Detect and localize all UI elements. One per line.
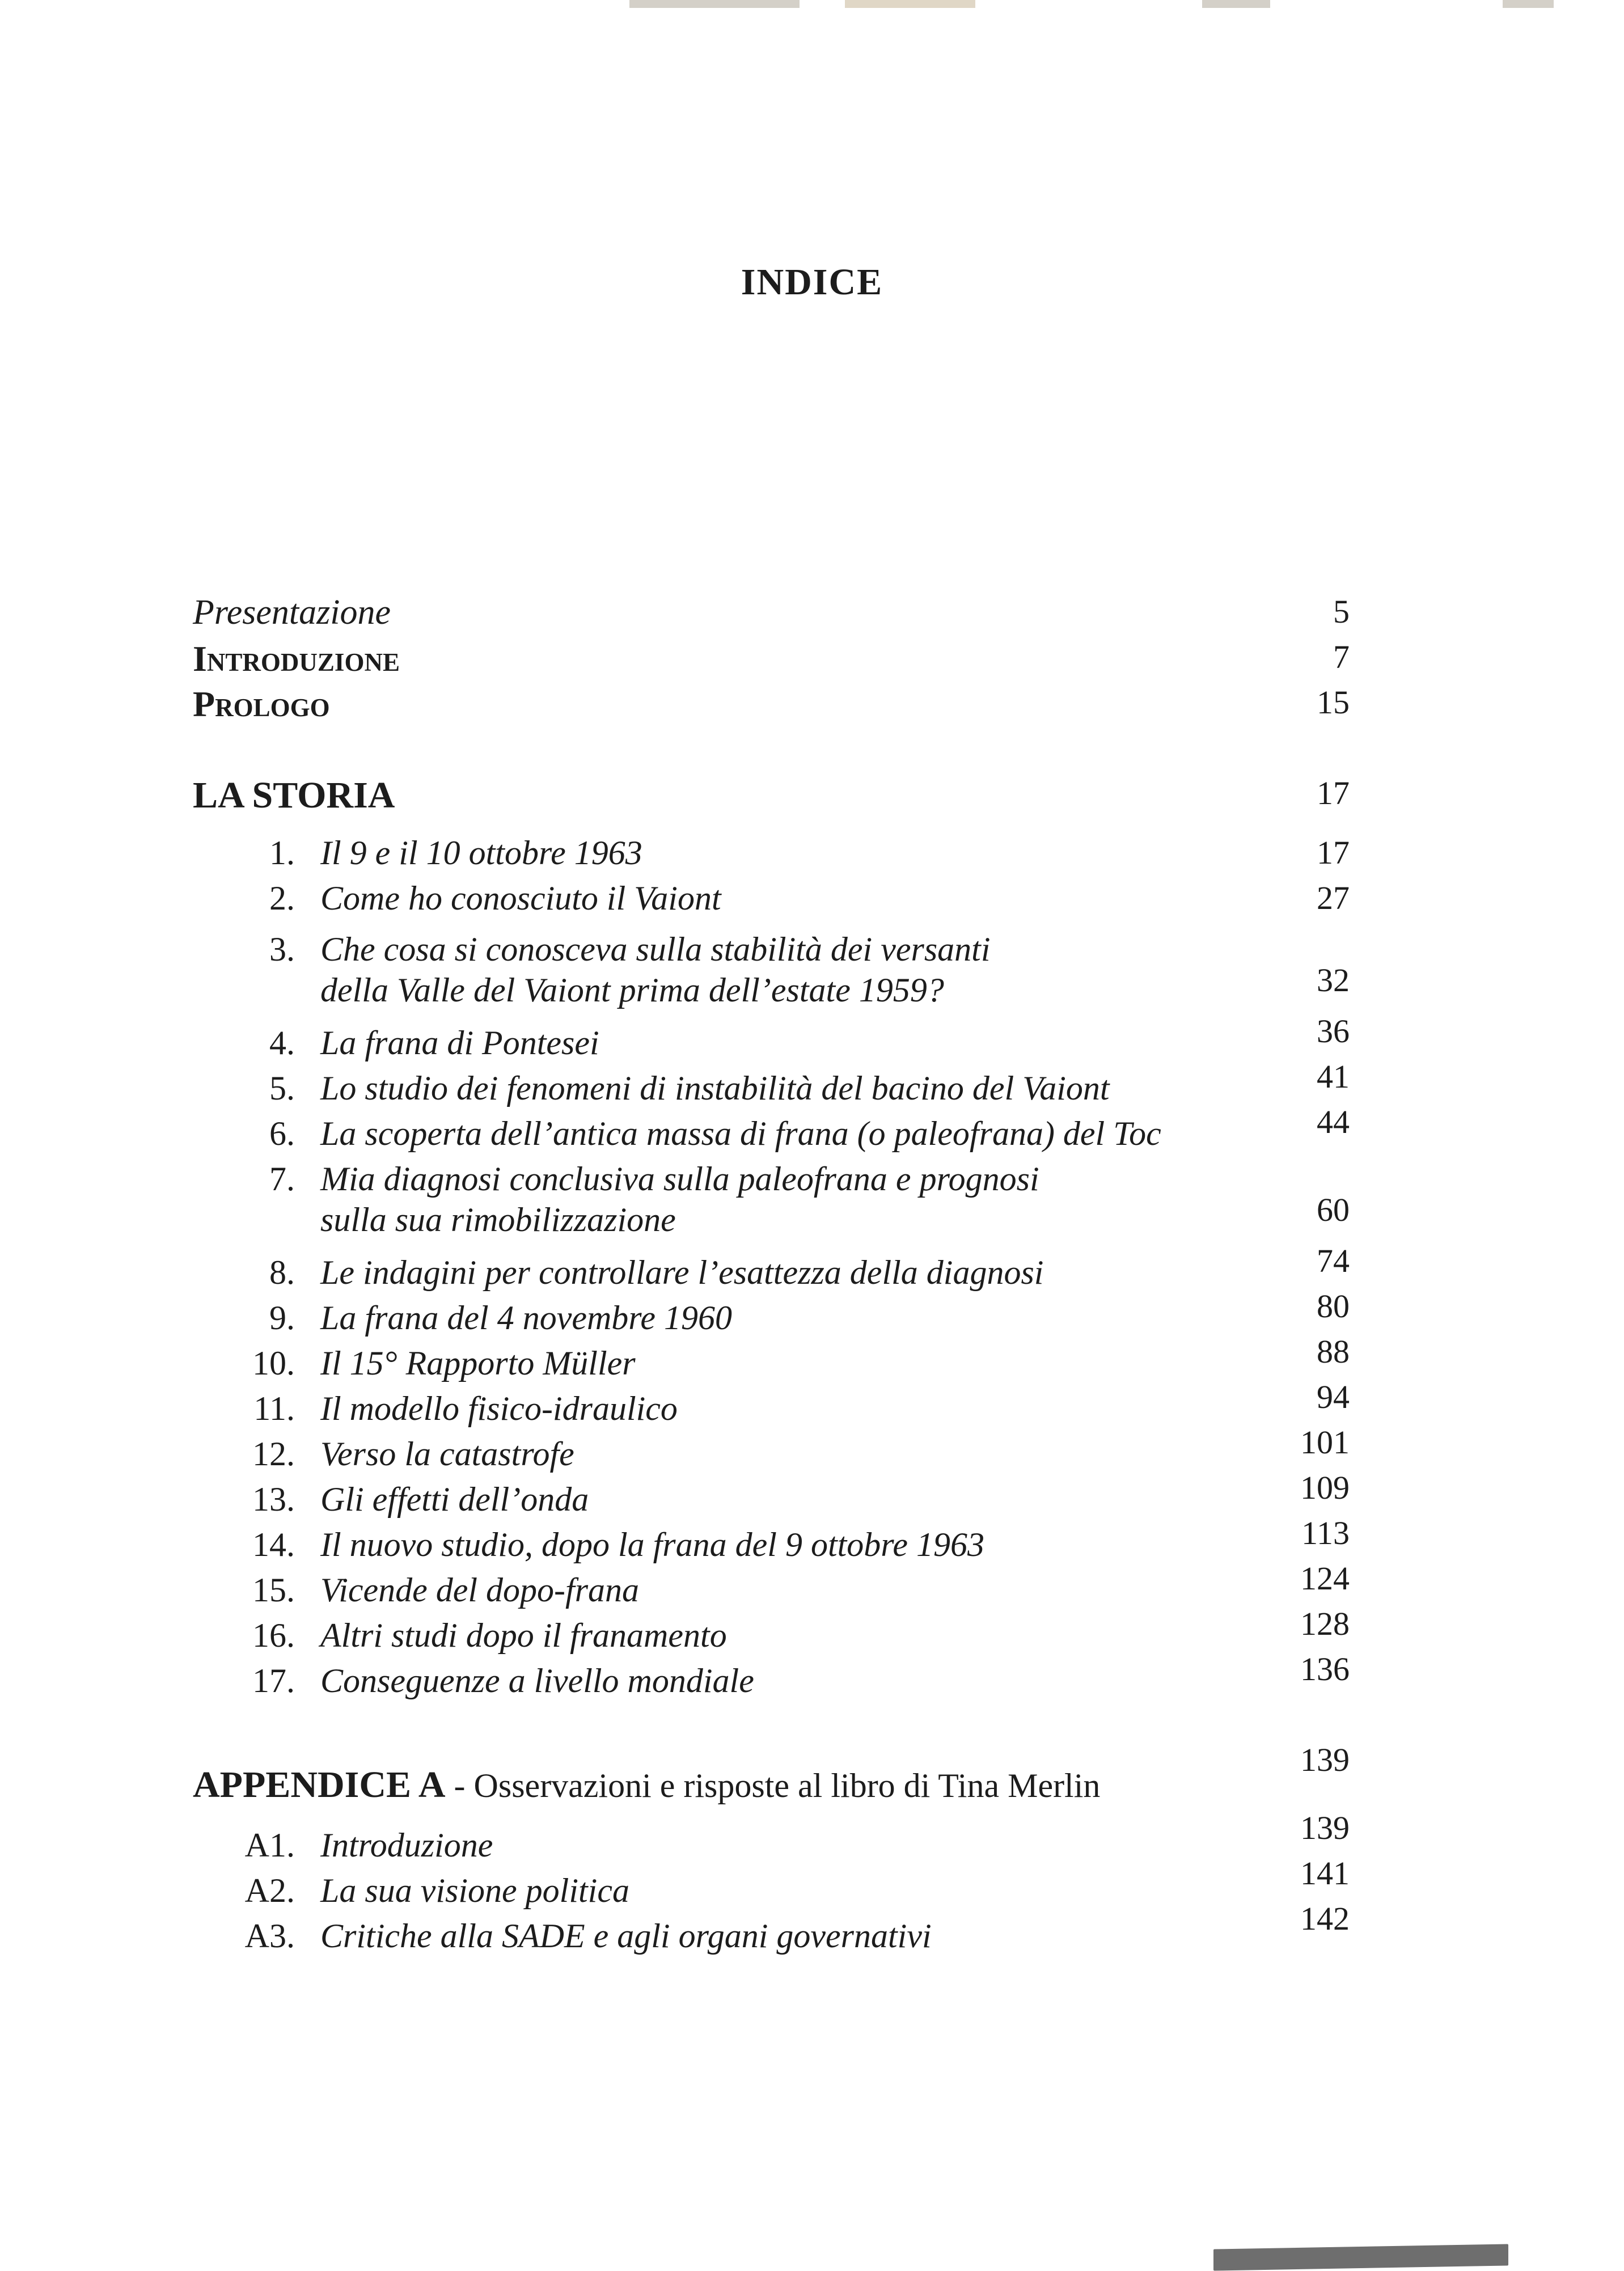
appendix-title: APPENDICE A: [193, 1764, 446, 1805]
toc-page-number: 109: [1300, 1469, 1350, 1506]
toc-chapter: [0, 1103, 1624, 1165]
toc-chapter: [0, 1288, 1624, 1350]
toc-page-number: 7: [1333, 638, 1350, 675]
chapter-number: 17.: [252, 1662, 295, 1699]
toc-page-number: 139: [1300, 1741, 1350, 1778]
toc-page-number: 17: [1317, 775, 1350, 811]
toc-chapter: [0, 1605, 1624, 1667]
chapter-number: 12.: [252, 1435, 295, 1473]
toc-page-number: 44: [1317, 1103, 1350, 1140]
toc-chapter: [0, 1242, 1624, 1304]
chapter-title: Le indagini per controllare l’esattezza della diagnosi: [320, 1254, 1044, 1291]
toc-entry-label: Introduzione: [193, 638, 400, 679]
chapter-number: 6.: [269, 1115, 295, 1152]
appendix-item-number: A2.: [244, 1872, 295, 1909]
toc-entry-label: Presentazione: [193, 593, 391, 632]
scan-artifact: [1213, 2244, 1508, 2270]
appendix-label: [193, 1763, 1100, 1807]
toc-chapter: [0, 834, 1624, 885]
page-title: INDICE: [741, 261, 883, 303]
chapter-title: Vicende del dopo-frana: [320, 1571, 640, 1609]
chapter-title: Verso la catastrofe: [320, 1435, 574, 1473]
toc-chapter: [0, 1515, 1624, 1576]
chapter-number: 16.: [252, 1617, 295, 1654]
toc-page-number: 32: [1317, 962, 1350, 999]
toc-appendix-item: [0, 1855, 1624, 1922]
toc-entry-introduzione: [0, 638, 1624, 689]
chapter-number: 3.: [269, 931, 295, 968]
chapter-title: Il modello fisico-idraulico: [320, 1390, 678, 1427]
toc-page-number: 27: [1317, 879, 1350, 916]
chapter-title: Lo studio dei fenomeni di instabilità del bacino del Vaiont: [320, 1069, 1110, 1107]
appendix-item-number: A1.: [244, 1826, 295, 1864]
appendix-subtitle: - Osservazioni e risposte al libro di Tina Merlin: [445, 1767, 1101, 1804]
chapter-title: Mia diagnosi conclusiva sulla paleofrana e prognosi: [320, 1160, 1039, 1198]
toc-page-number: 80: [1317, 1288, 1350, 1325]
toc-appendix-item: [0, 1809, 1624, 1877]
toc-page-number: 101: [1300, 1424, 1350, 1461]
toc-page-number: 15: [1317, 684, 1350, 721]
toc-appendix-heading: [0, 1741, 1624, 1815]
chapter-title: La frana di Pontesei: [320, 1024, 599, 1062]
chapter-number: 14.: [252, 1526, 295, 1563]
toc-chapter: [0, 1651, 1624, 1712]
toc-entry-prologo: [0, 683, 1624, 734]
chapter-number: 10.: [252, 1344, 295, 1382]
toc-page-number: 113: [1301, 1515, 1350, 1551]
chapter-title: Il 15° Rapporto Müller: [320, 1344, 636, 1382]
toc-chapter: [0, 1058, 1624, 1120]
chapter-title: Gli effetti dell’onda: [320, 1481, 589, 1518]
scan-artifact: [629, 0, 800, 8]
toc-chapter: [0, 1378, 1624, 1440]
toc-page-number: 142: [1300, 1900, 1350, 1937]
toc-chapter: [0, 1560, 1624, 1622]
chapter-number: 5.: [269, 1069, 295, 1107]
toc-chapter: [0, 1160, 1624, 1256]
toc-page-number: 74: [1317, 1242, 1350, 1279]
appendix-item-title: Introduzione: [320, 1826, 493, 1864]
toc-page-number: 128: [1300, 1605, 1350, 1642]
chapter-number: 11.: [253, 1390, 295, 1427]
toc-page-number: 88: [1317, 1333, 1350, 1370]
toc-chapter: [0, 1424, 1624, 1486]
toc-page-number: 124: [1300, 1560, 1350, 1597]
toc-appendix-item: [0, 1900, 1624, 1968]
chapter-title: Conseguenze a livello mondiale: [320, 1662, 754, 1699]
toc-chapter: [0, 1013, 1624, 1075]
chapter-title: Che cosa si conosceva sulla stabilità dei versanti: [320, 931, 991, 968]
toc-chapter: [0, 879, 1624, 930]
chapter-title: Come ho conosciuto il Vaiont: [320, 879, 721, 917]
chapter-title-continued: della Valle del Vaiont prima dell’estate 1959?: [320, 971, 944, 1009]
toc-chapter: [0, 1333, 1624, 1395]
toc-entry-label: Prologo: [193, 684, 330, 724]
chapter-title: Il 9 e il 10 ottobre 1963: [320, 834, 642, 872]
chapter-number: 4.: [269, 1024, 295, 1062]
toc-page-number: 5: [1333, 593, 1350, 630]
toc-page-number: 139: [1300, 1809, 1350, 1846]
chapter-number: 9.: [269, 1299, 295, 1337]
toc-page-number: 60: [1317, 1191, 1350, 1228]
appendix-item-number: A3.: [244, 1917, 295, 1955]
chapter-number: 13.: [252, 1481, 295, 1518]
chapter-number: 1.: [269, 834, 295, 872]
toc-part-label: LA STORIA: [193, 775, 395, 816]
chapter-number: 15.: [252, 1571, 295, 1609]
toc-page-number: 17: [1317, 834, 1350, 871]
chapter-number: 7.: [269, 1160, 295, 1198]
scan-artifact: [1202, 0, 1270, 8]
toc-page-number: 94: [1317, 1378, 1350, 1415]
appendix-item-title: Critiche alla SADE e agli organi governativi: [320, 1917, 932, 1955]
toc-part-heading: [0, 774, 1624, 825]
scan-artifact: [845, 0, 975, 8]
appendix-item-title: La sua visione politica: [320, 1872, 629, 1909]
toc-page-number: 136: [1300, 1651, 1350, 1688]
chapter-title-continued: sulla sua rimobilizzazione: [320, 1201, 676, 1238]
toc-page-number: 36: [1317, 1013, 1350, 1050]
chapter-title: La scoperta dell’antica massa di frana (o paleofrana) del Toc: [320, 1115, 1161, 1152]
toc-chapter: [0, 930, 1624, 1026]
chapter-title: La frana del 4 novembre 1960: [320, 1299, 733, 1337]
toc-chapter: [0, 1469, 1624, 1531]
chapter-title: Il nuovo studio, dopo la frana del 9 ottobre 1963: [320, 1526, 985, 1563]
scan-artifact: [1503, 0, 1554, 8]
chapter-number: 8.: [269, 1254, 295, 1291]
toc-entry-presentazione: [0, 593, 1624, 644]
chapter-title: Altri studi dopo il franamento: [320, 1617, 727, 1654]
toc-page-number: 141: [1300, 1855, 1350, 1892]
toc-page-number: 41: [1317, 1058, 1350, 1095]
chapter-number: 2.: [269, 879, 295, 917]
